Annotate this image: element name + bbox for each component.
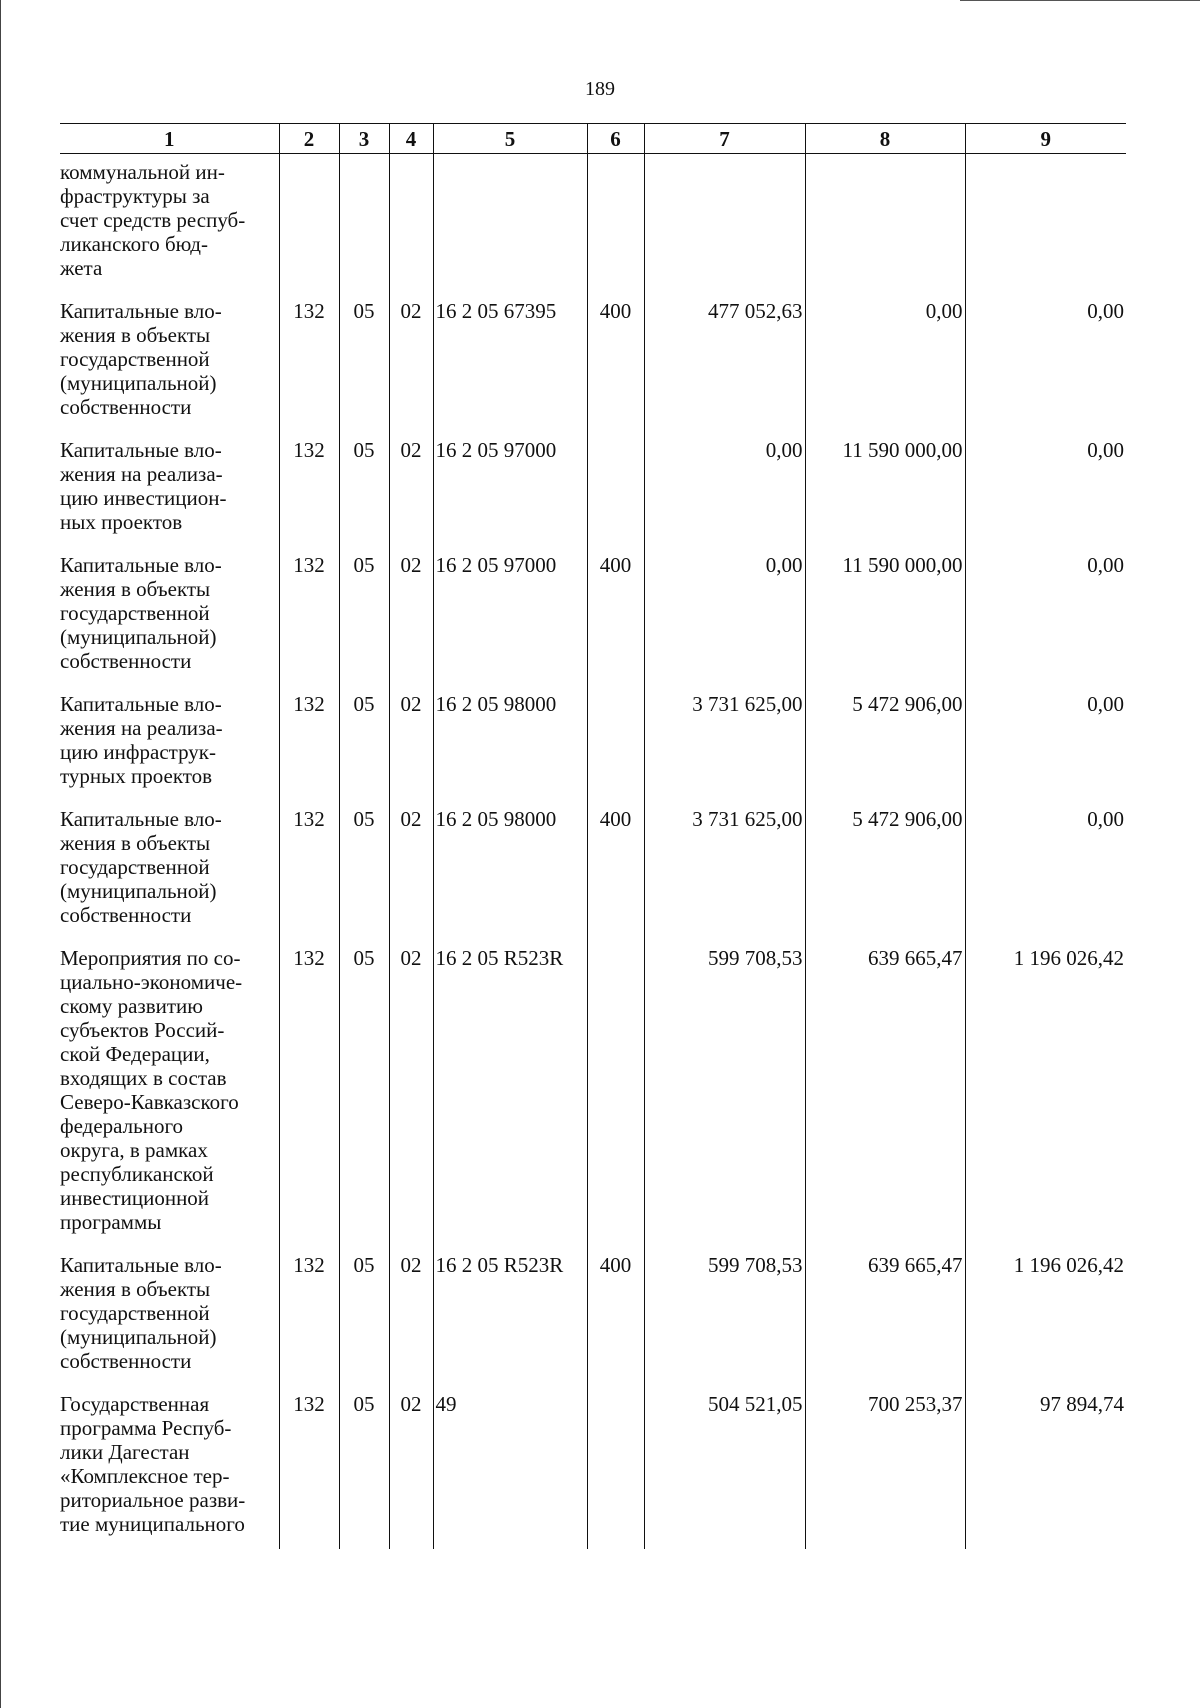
cell-col-4: 02 [389,801,433,940]
cell-col-3: 05 [339,432,389,547]
table-row [60,547,1126,686]
cell-col-2: 132 [279,293,339,432]
cell-col-9: 0,00 [965,547,1126,686]
cell-col-3: 05 [339,1386,389,1549]
row-name: Капитальные вло- жения в объекты государственной (муниципальной) собственности [60,1247,279,1386]
table-row [60,801,1126,940]
cell-col-7: 3 731 625,00 [644,801,805,940]
table-row [60,432,1126,547]
cell-col-3: 05 [339,686,389,801]
cell-col-7: 504 521,05 [644,1386,805,1549]
table-row [60,686,1126,801]
top-margin-rule [960,0,1200,1]
column-header-1: 1 [60,124,279,154]
cell-col-6 [587,154,644,294]
cell-col-3: 05 [339,293,389,432]
cell-col-6: 400 [587,1247,644,1386]
row-name: Государственная программа Респуб- лики Дагестан «Комплексное тер- риториальное разви- тие муниципального [60,1386,279,1549]
cell-col-7: 0,00 [644,432,805,547]
table-header-row [60,124,1126,154]
cell-col-9 [965,154,1126,294]
row-name: Капитальные вло- жения на реализа- цию инвестицион- ных проектов [60,432,279,547]
cell-col-5: 16 2 05 R523R [433,940,587,1247]
cell-col-7: 0,00 [644,547,805,686]
row-name: Мероприятия по со- циально-экономиче- скому развитию субъектов Россий- ской Федерации, входящих в состав Северо-Кавказского федерального округа, в рамках республиканской инвестиционной программы [60,940,279,1247]
cell-col-3: 05 [339,1247,389,1386]
cell-col-6 [587,940,644,1247]
cell-col-9: 0,00 [965,432,1126,547]
cell-col-6 [587,432,644,547]
cell-col-2: 132 [279,547,339,686]
cell-col-5 [433,154,587,294]
row-name: Капитальные вло- жения в объекты государственной (муниципальной) собственности [60,801,279,940]
cell-col-3: 05 [339,801,389,940]
cell-col-7: 599 708,53 [644,1247,805,1386]
cell-col-8: 700 253,37 [805,1386,965,1549]
cell-col-5: 16 2 05 98000 [433,686,587,801]
row-name: коммунальной ин- фраструктуры за счет средств респуб- ликанского бюд- жета [60,154,279,294]
cell-col-5: 16 2 05 97000 [433,432,587,547]
cell-col-6: 400 [587,801,644,940]
row-name: Капитальные вло- жения в объекты государственной (муниципальной) собственности [60,293,279,432]
column-header-9: 9 [965,124,1126,154]
cell-col-4: 02 [389,1247,433,1386]
cell-col-8 [805,154,965,294]
cell-col-7 [644,154,805,294]
cell-col-4: 02 [389,547,433,686]
column-header-2: 2 [279,124,339,154]
cell-col-4: 02 [389,432,433,547]
cell-col-8: 11 590 000,00 [805,432,965,547]
cell-col-3: 05 [339,547,389,686]
cell-col-2: 132 [279,940,339,1247]
table-row [60,1247,1126,1386]
cell-col-6: 400 [587,547,644,686]
cell-col-4: 02 [389,940,433,1247]
cell-col-7: 599 708,53 [644,940,805,1247]
cell-col-2: 132 [279,1386,339,1549]
cell-col-5: 16 2 05 R523R [433,1247,587,1386]
cell-col-5: 49 [433,1386,587,1549]
budget-table [60,123,1126,1549]
cell-col-5: 16 2 05 67395 [433,293,587,432]
column-header-5: 5 [433,124,587,154]
cell-col-4 [389,154,433,294]
cell-col-2: 132 [279,1247,339,1386]
cell-col-9: 1 196 026,42 [965,940,1126,1247]
cell-col-2: 132 [279,432,339,547]
cell-col-6: 400 [587,293,644,432]
page-number: 189 [585,78,615,100]
cell-col-9: 0,00 [965,293,1126,432]
cell-col-8: 639 665,47 [805,1247,965,1386]
cell-col-9: 0,00 [965,686,1126,801]
cell-col-8: 5 472 906,00 [805,686,965,801]
cell-col-2 [279,154,339,294]
column-header-8: 8 [805,124,965,154]
cell-col-7: 3 731 625,00 [644,686,805,801]
column-header-7: 7 [644,124,805,154]
table-row [60,940,1126,1247]
column-header-6: 6 [587,124,644,154]
cell-col-9: 97 894,74 [965,1386,1126,1549]
cell-col-4: 02 [389,1386,433,1549]
cell-col-7: 477 052,63 [644,293,805,432]
cell-col-8: 639 665,47 [805,940,965,1247]
cell-col-4: 02 [389,293,433,432]
row-name: Капитальные вло- жения на реализа- цию инфраструк- турных проектов [60,686,279,801]
cell-col-8: 5 472 906,00 [805,801,965,940]
column-header-3: 3 [339,124,389,154]
cell-col-5: 16 2 05 98000 [433,801,587,940]
cell-col-3 [339,154,389,294]
cell-col-2: 132 [279,686,339,801]
cell-col-6 [587,1386,644,1549]
cell-col-3: 05 [339,940,389,1247]
cell-col-5: 16 2 05 97000 [433,547,587,686]
table-row [60,1386,1126,1549]
cell-col-9: 0,00 [965,801,1126,940]
cell-col-4: 02 [389,686,433,801]
cell-col-6 [587,686,644,801]
left-margin-rule [0,0,1,1708]
cell-col-2: 132 [279,801,339,940]
cell-col-9: 1 196 026,42 [965,1247,1126,1386]
table-row [60,154,1126,294]
cell-col-8: 11 590 000,00 [805,547,965,686]
column-header-4: 4 [389,124,433,154]
row-name: Капитальные вло- жения в объекты государственной (муниципальной) собственности [60,547,279,686]
cell-col-8: 0,00 [805,293,965,432]
table-row [60,293,1126,432]
